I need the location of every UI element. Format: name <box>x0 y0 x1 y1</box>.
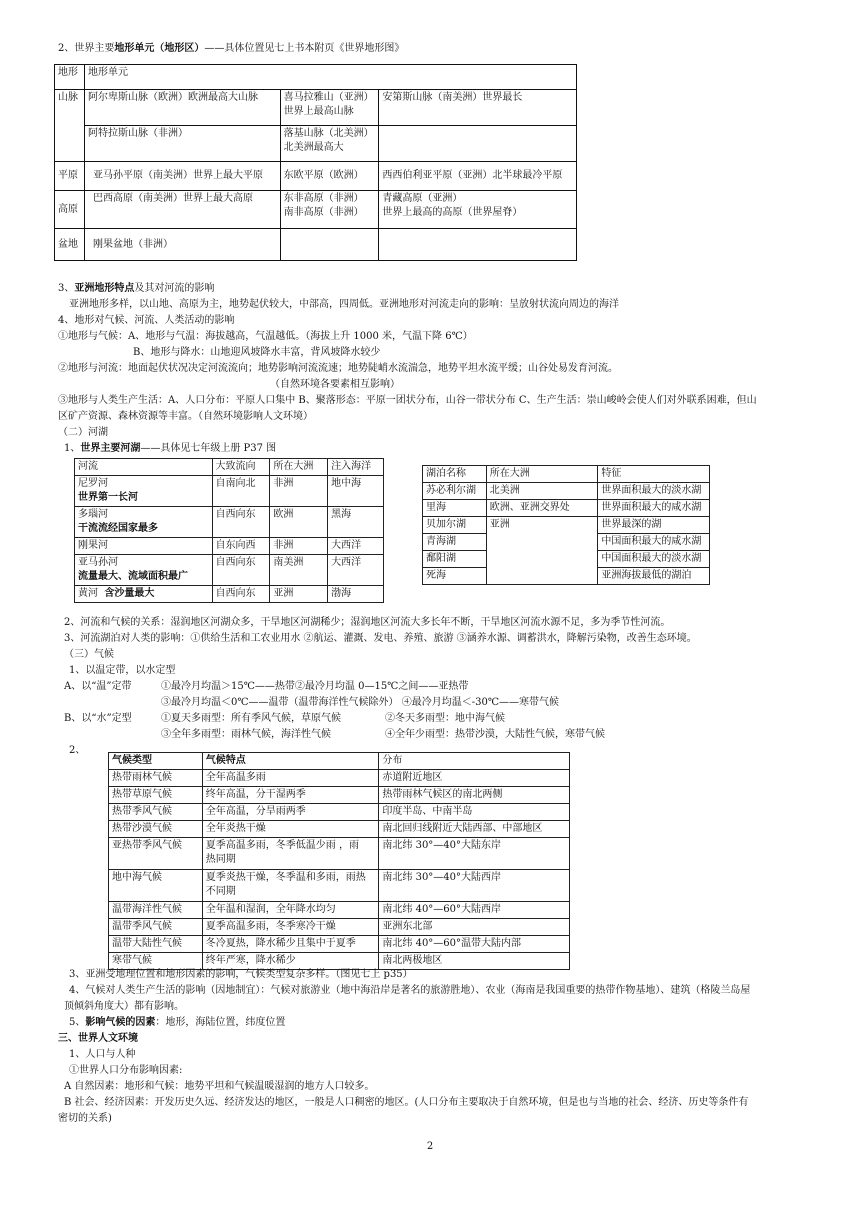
climate-header: 气候特点 <box>202 753 379 770</box>
terrain-cat-basin: 盆地 <box>55 229 85 261</box>
table-row <box>109 804 570 821</box>
subsection-rivers-lakes: （二）河湖 <box>58 427 108 438</box>
climate-factors: 5、影响气候的因素：地形，海陆位置，纬度位置 <box>69 1017 286 1028</box>
terrain-cat-plateau: 高原 <box>55 191 85 229</box>
table-row <box>423 483 710 500</box>
table-row <box>109 770 570 787</box>
climate-item-2: 2、 <box>69 745 86 756</box>
climate-feature: 全年炎热干燥 <box>202 821 379 838</box>
rain-type-1: ①夏天多雨型：所有季风气候，草原气候 <box>161 713 341 724</box>
table-row <box>109 953 570 970</box>
lake-feature: 世界最深的湖 <box>598 517 710 534</box>
terrain-climate: ①地形与气候：A、地形与气温：海拔越高，气温越低。（海拔上升 1000 米，气温下降 6℃） <box>58 331 473 342</box>
table-row <box>109 936 570 953</box>
terrain-section-title <box>58 42 404 56</box>
terrain-rain: B、地形与降水：山地迎风坡降水丰富，背风坡降水较少 <box>133 347 381 358</box>
terrain-cat-plain: 平原 <box>55 162 85 191</box>
river-dir: 自西向东 <box>212 586 270 603</box>
terrain-cell: 东非高原（非洲） 南非高原（非洲） <box>280 191 379 229</box>
terrain-header-unit: 地形单元 <box>84 65 576 90</box>
terrain-cell: 喜马拉雅山（亚洲） 世界上最高山脉 <box>280 90 379 126</box>
terrain-human-1: ③地形与人类生产生活：A、人口分布：平原人口集中 B、聚落形态：平原一团状分布，山谷一带状分布 C、生产生活：崇山峻岭会使人们对外联系困难，但山 <box>58 395 757 406</box>
terrain-cell: 安第斯山脉（南美洲）世界最长 <box>379 90 577 126</box>
terrain-cell <box>280 229 379 261</box>
climate-type: 热带草原气候 <box>109 787 203 804</box>
climate-feature: 夏季炎热干燥，冬季温和多雨，雨热 <box>205 872 366 883</box>
climate-impact-1: 4、气候对人类生产生活的影响（因地制宜）：气候对旅游业（地中海沿岸是著名的旅游胜地）、农业（海南是我国重要的热带作物基地）、建筑（格陵兰岛屋 <box>69 985 751 996</box>
terrain-river: ②地形与河流：地面起伏状况决定河流流向；地势影响河流流速；地势陡峭水流湍急，地势平坦水流平缓；山谷处易发育河流。 <box>58 363 618 374</box>
climate-distribution: 南北两极地区 <box>379 953 570 970</box>
river-dir: 自南向北 <box>212 476 270 507</box>
population-factors: ①世界人口分布影响因素: <box>69 1065 183 1076</box>
climate-type: 温带季风气候 <box>109 919 203 936</box>
terrain-cell: 亚马孙平原（南美洲）世界上最大平原 <box>84 162 280 191</box>
lake-table <box>422 465 710 585</box>
river-table <box>74 458 384 603</box>
terrain-header-type: 地形 <box>55 65 85 90</box>
river-name: 多瑙河 <box>78 509 108 520</box>
climate-distribution: 南北纬 30°—40°大陆东岸 <box>379 838 570 870</box>
table-row <box>109 870 570 902</box>
terrain-cell <box>379 126 577 162</box>
climate-distribution: 热带雨林气候区的南北两侧 <box>379 787 570 804</box>
river-dir: 自西向东 <box>212 507 270 538</box>
temp-zone-1: ①最冷月均温＞15℃——热带②最冷月均温 0—15℃之间——亚热带 <box>161 681 469 692</box>
climate-impact-2: 顶倾斜角度大）都有影响。 <box>64 1001 184 1012</box>
climate-type: 亚热带季风气候 <box>109 838 203 870</box>
terrain-cell: 巴西高原（南美洲）世界上最大高原 <box>84 191 280 229</box>
climate-distribution: 南北纬 40°—60°大陆西岸 <box>379 902 570 919</box>
table-row <box>75 586 384 603</box>
lake-name: 死海 <box>423 568 487 585</box>
river-name: 刚果河 <box>75 538 213 555</box>
climate-rule: 1、以温定带，以水定型 <box>69 665 176 676</box>
terrain-cell <box>379 229 577 261</box>
climate-distribution: 赤道附近地区 <box>379 770 570 787</box>
river-cont: 亚洲 <box>270 586 328 603</box>
rain-type-label: B、以“水”定型 <box>64 713 132 724</box>
lake-name: 贝加尔湖 <box>423 517 487 534</box>
climate-type: 热带沙漠气候 <box>109 821 203 838</box>
terrain-human-2: 区矿产资源、森林资源等丰富。（自然环境影响人文环境） <box>58 411 313 422</box>
river-header: 注入海洋 <box>328 459 384 476</box>
population-title: 1、人口与人种 <box>69 1049 136 1060</box>
table-row <box>75 476 384 507</box>
climate-feature: 夏季高温多雨，冬季寒冷干燥 <box>202 919 379 936</box>
river-name: 亚马孙河 <box>78 557 118 568</box>
population-social-2: 密切的关系) <box>58 1113 112 1124</box>
lake-header: 所在大洲 <box>486 466 598 483</box>
climate-feature: 全年高温多雨 <box>202 770 379 787</box>
lake-cont: 欧洲、亚洲交界处 <box>486 500 598 517</box>
climate-table <box>108 752 570 970</box>
lake-feature: 世界面积最大的淡水湖 <box>598 483 710 500</box>
climate-distribution: 亚洲东北部 <box>379 919 570 936</box>
climate-feature-cont: 不同期 <box>205 886 236 897</box>
table-row <box>109 902 570 919</box>
river-sea: 大西洋 <box>328 555 384 586</box>
temp-zone-2: ③最冷月均温＜0℃——温带（温带海洋性气候除外） ④最冷月均温＜-30℃——寒带气候 <box>161 697 560 708</box>
terrain-cell: 西西伯利亚平原（亚洲）北半球最冷平原 <box>379 162 577 191</box>
climate-feature-cont: 热同期 <box>205 854 236 865</box>
lake-feature: 亚洲海拔最低的湖泊 <box>598 568 710 585</box>
asia-terrain-title: 3、亚洲地形特点及其对河流的影响 <box>58 283 215 294</box>
section-human-environment: 三、世界人文环境 <box>58 1033 138 1044</box>
population-natural: A 自然因素：地形和气候：地势平坦和气候温暖湿润的地方人口较多。 <box>64 1081 375 1092</box>
river-note: 世界第一长河 <box>78 492 138 503</box>
river-sea: 地中海 <box>328 476 384 507</box>
river-sea: 渤海 <box>328 586 384 603</box>
river-header: 河流 <box>75 459 213 476</box>
river-cont: 非洲 <box>270 538 328 555</box>
climate-type: 寒带气候 <box>109 953 203 970</box>
lake-feature: 世界面积最大的咸水湖 <box>598 500 710 517</box>
climate-distribution: 南北回归线附近大陆西部、中部地区 <box>379 821 570 838</box>
lake-header: 湖泊名称 <box>423 466 487 483</box>
lake-cont: 亚洲 <box>486 517 598 585</box>
terrain-cell: 东欧平原（欧洲） <box>280 162 379 191</box>
lake-feature: 中国面积最大的淡水湖 <box>598 551 710 568</box>
terrain-river-note: （自然环境各要素相互影响） <box>270 379 400 390</box>
section-4-title: 4、地形对气候、河流、人类活动的影响 <box>58 315 235 326</box>
rain-type-2: ②冬天多雨型：地中海气候 <box>385 713 505 724</box>
climate-type: 温带海洋性气候 <box>109 902 203 919</box>
river-name: 尼罗河 <box>78 478 108 489</box>
river-cont: 南美洲 <box>270 555 328 586</box>
river-cont: 非洲 <box>270 476 328 507</box>
climate-distribution: 南北纬 40°—60°温带大陆内部 <box>379 936 570 953</box>
climate-feature: 夏季高温多雨，冬季低温少雨 ，雨 <box>205 840 359 851</box>
terrain-cell: 刚果盆地（非洲） <box>84 229 280 261</box>
lake-feature: 中国面积最大的咸水湖 <box>598 534 710 551</box>
climate-type: 温带大陆性气候 <box>109 936 203 953</box>
subsection-climate: （三）气候 <box>64 649 114 660</box>
rivers-lakes-title: 1、世界主要河湖——具体见七年级上册 P37 图 <box>64 443 277 454</box>
river-dir: 自西向东 <box>212 555 270 586</box>
lake-name: 苏必利尔湖 <box>423 483 487 500</box>
lake-cont: 北美洲 <box>486 483 598 500</box>
climate-feature: 终年严寒，降水稀少 <box>202 953 379 970</box>
climate-header: 分布 <box>379 753 570 770</box>
terrain-cat-mountain: 山脉 <box>55 90 85 162</box>
river-note: 含沙量最大 <box>104 588 155 599</box>
title-bold: 地形单元（地形区） <box>114 43 205 54</box>
climate-header: 气候类型 <box>109 753 203 770</box>
river-dir: 自东向西 <box>212 538 270 555</box>
river-sea: 黑海 <box>328 507 384 538</box>
lake-header: 特征 <box>598 466 710 483</box>
table-row <box>109 821 570 838</box>
table-row <box>75 538 384 555</box>
page-number: 2 <box>426 1141 434 1152</box>
river-header: 所在大洲 <box>270 459 328 476</box>
table-row <box>109 838 570 870</box>
table-row <box>109 787 570 804</box>
table-row <box>109 919 570 936</box>
title-prefix: 2、世界主要 <box>58 43 115 54</box>
climate-feature: 全年温和湿润，全年降水均匀 <box>202 902 379 919</box>
climate-type: 热带季风气候 <box>109 804 203 821</box>
climate-feature: 终年高温，分干湿两季 <box>202 787 379 804</box>
terrain-cell: 阿特拉斯山脉（非洲） <box>84 126 280 162</box>
river-header: 大致流向 <box>212 459 270 476</box>
river-climate-relation: 2、河流和气候的关系：湿润地区河湖众多，干旱地区河湖稀少；湿润地区河流大多长年不断，干旱地区河流水源不足，多为季节性河流。 <box>64 617 671 628</box>
river-note: 干流流经国家最多 <box>78 523 158 534</box>
table-row <box>423 500 710 517</box>
climate-feature: 冬冷夏热，降水稀少且集中于夏季 <box>202 936 379 953</box>
climate-type: 地中海气候 <box>109 870 203 902</box>
river-sea: 大西洋 <box>328 538 384 555</box>
river-name: 黄河 <box>78 588 98 599</box>
terrain-table <box>54 64 577 261</box>
climate-distribution: 印度半岛、中南半岛 <box>379 804 570 821</box>
river-cont: 欧洲 <box>270 507 328 538</box>
climate-feature: 全年高温，分旱雨两季 <box>202 804 379 821</box>
terrain-cell: 青藏高原（亚洲） 世界上最高的高原（世界屋脊） <box>379 191 577 229</box>
terrain-cell: 落基山脉（北美洲） 北美洲最高大 <box>280 126 379 162</box>
river-human-impact: 3、河流湖泊对人类的影响：①供给生活和工农业用水 ②航运、灌溉、发电、养殖、旅游 ③涵养水源、调蓄洪水，降解污染物，改善生态环境。 <box>64 633 697 644</box>
lake-name: 鄱阳湖 <box>423 551 487 568</box>
population-social-1: B 社会、经济因素：开发历史久远、经济发达的地区，一般是人口稠密的地区。(人口分布主要取决于自然环境，但是也与当地的社会、经济、历史等条件有 <box>64 1097 749 1108</box>
table-row <box>75 555 384 586</box>
temp-zone-label: A、以“温”定带 <box>64 681 132 692</box>
table-row <box>423 517 710 534</box>
asia-terrain-body: 亚洲地形多样，以山地、高原为主，地势起伏较大，中部高，四周低。亚洲地形对河流走向的影响：呈放射状流向周边的海洋 <box>69 299 619 310</box>
asia-climate: 3、亚洲受地理位置和地形因素的影响，气候类型复杂多样。（图见七上 p35） <box>69 969 413 980</box>
rain-type-3: ③全年多雨型：雨林气候，海洋性气候 <box>161 729 331 740</box>
table-row <box>75 507 384 538</box>
climate-type: 热带雨林气候 <box>109 770 203 787</box>
terrain-cell: 阿尔卑斯山脉（欧洲）欧洲最高大山脉 <box>84 90 280 126</box>
lake-name: 青海湖 <box>423 534 487 551</box>
title-suffix: ——具体位置见七上书本附页《世界地形图》 <box>204 43 405 54</box>
river-note: 流量最大、流域面积最广 <box>78 571 188 582</box>
rain-type-4: ④全年少雨型：热带沙漠，大陆性气候，寒带气候 <box>385 729 605 740</box>
lake-name: 里海 <box>423 500 487 517</box>
climate-distribution: 南北纬 30°—40°大陆西岸 <box>379 870 570 902</box>
